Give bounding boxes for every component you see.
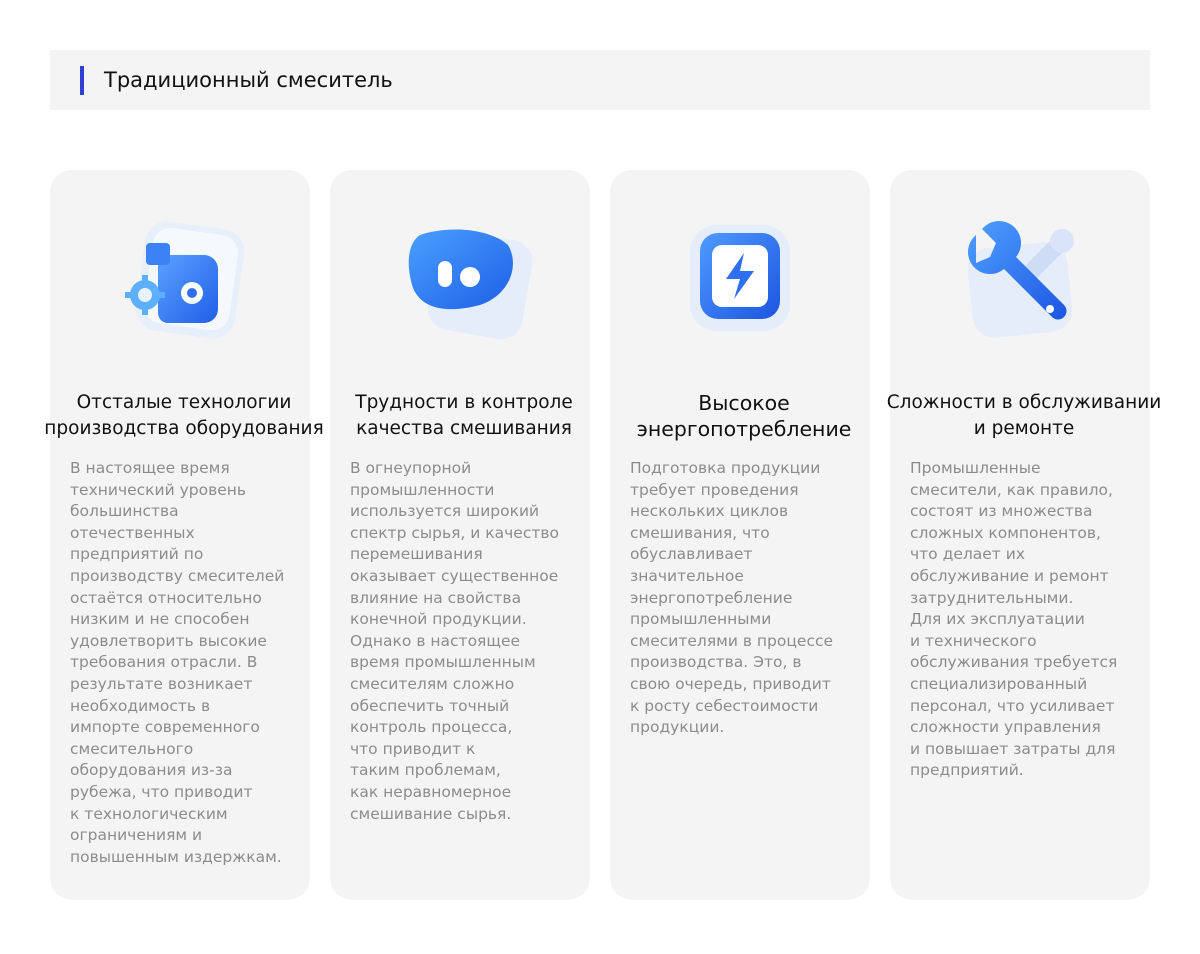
card-energy-consumption xyxy=(610,170,870,900)
card-body: В огнеупорной промышленности используется широкий спектр сырья, и качество перемешивания оказывает существенное влияние на свойства конечной продукции. Однако в настоящее время промышленным смесителям сложно обеспечить точный контроль процесса, что приводит к таким проблемам, как неравномерное смешивание сырья. xyxy=(350,459,559,823)
accent-bar xyxy=(80,66,84,95)
card-outdated-technology xyxy=(44,170,324,900)
card-quality-control xyxy=(330,170,590,900)
wrench-tools-icon xyxy=(940,205,1100,365)
section-header xyxy=(50,50,1150,110)
lightning-energy-icon xyxy=(660,205,820,365)
gear-device-icon xyxy=(100,205,260,365)
card-maintenance-repair xyxy=(886,170,1162,900)
card-title: Трудности в контроле качества смешивания xyxy=(355,392,573,439)
card-body: В настоящее время технический уровень большинства отечественных предприятий по производству смесителей остаётся относительно низким и не способен удовлетворить высокие требования отрасли. В результате возникает необходимость в импорте современного смесительного оборудования из-за рубежа, что приводит к технологическим ограничениям и повышенным издержкам. xyxy=(70,459,285,866)
card-body: Подготовка продукции требует проведения нескольких циклов смешивания, что обуславливает значительное энергопотребление промышленными смесителями в процессе производства. Это, в свою очередь, приводит к росту себестоимости продукции. xyxy=(630,459,834,737)
card-body: Промышленные смесители, как правило, состоят из множества сложных компонентов, что делает их обслуживание и ремонт затруднительными. Для их эксплуатации и технического обслуживания требуется специализированный персонал, что усиливает сложности управления и повышает затраты для предприятий. xyxy=(910,459,1118,780)
quality-control-icon xyxy=(380,205,540,365)
section-title: Традиционный смеситель xyxy=(104,68,393,92)
card-title: Сложности в обслуживании и ремонте xyxy=(886,392,1162,439)
card-title: Отсталые технологии производства оборудования xyxy=(44,392,324,439)
card-title: Высокое энергопотребление xyxy=(636,391,852,441)
